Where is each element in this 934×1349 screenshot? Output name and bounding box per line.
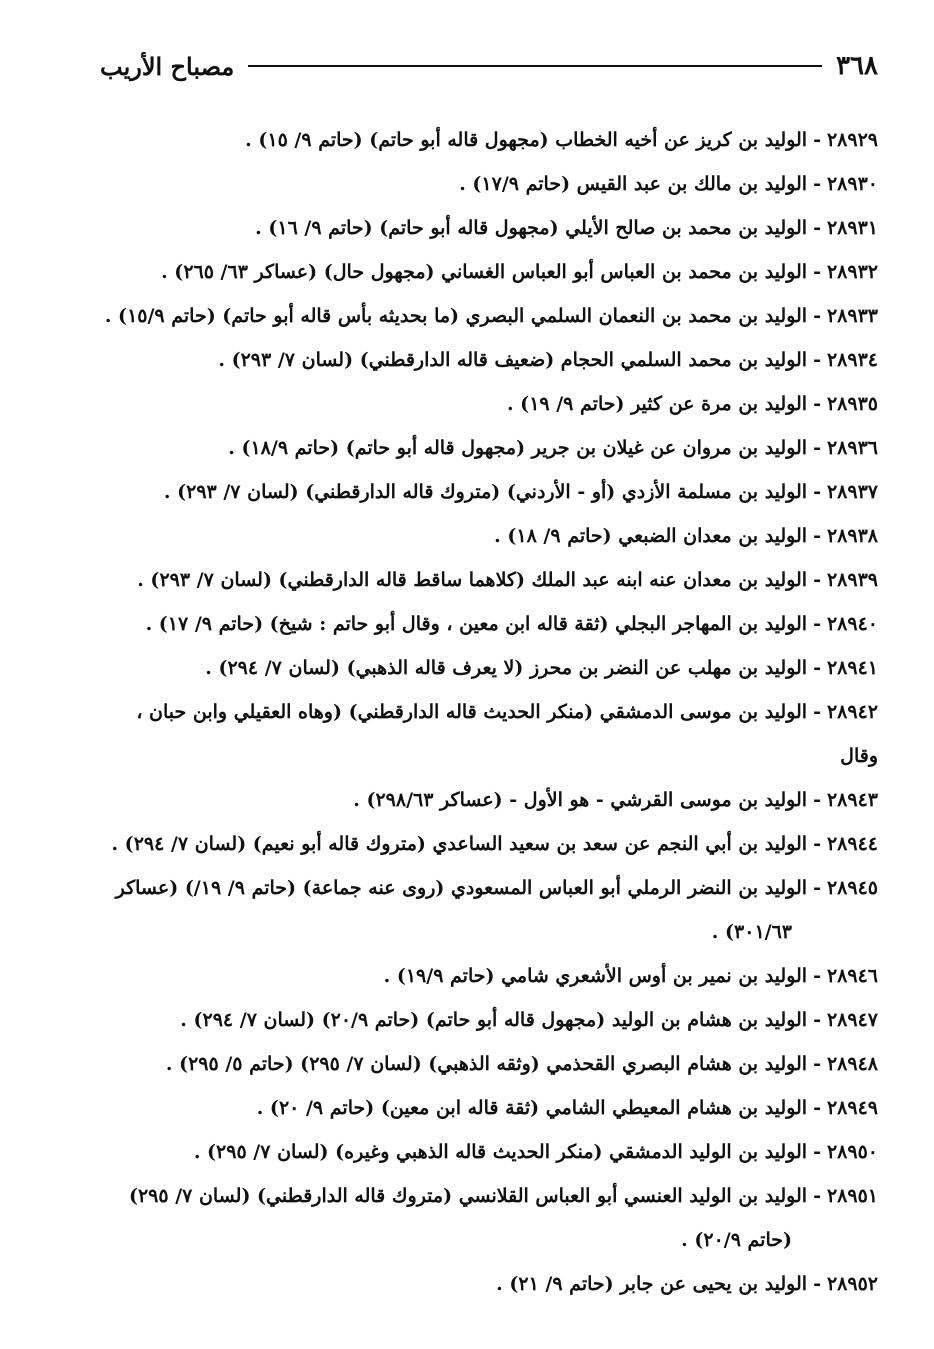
entry-text: الوليد بن هشام المعيطي الشامي (ثقة قاله ابن معين) (حاتم ٩/ ٢٠) . bbox=[256, 1097, 808, 1119]
entry-dash: - bbox=[813, 261, 821, 283]
page-header bbox=[100, 44, 878, 88]
page-number: ٣٦٨ bbox=[836, 51, 878, 81]
entry-number: ٢٨٩٥٢ bbox=[826, 1273, 878, 1295]
entry-dash: - bbox=[813, 1053, 821, 1075]
entry-dash: - bbox=[813, 1141, 821, 1163]
entry-text: الوليد بن الوليد العنسي أبو العباس القلانسي (متروك قاله الدارقطني) (لسان ٧/ ٢٩٥) bbox=[128, 1185, 808, 1207]
entry-row bbox=[98, 1086, 878, 1130]
entry-text: الوليد بن مالك بن عبد القيس (حاتم ١٧/٩) . bbox=[459, 173, 808, 195]
entry-number: ٢٨٩٣٦ bbox=[826, 437, 878, 459]
entry-text: الوليد بن موسى القرشي - هو الأول - (عساكر ٢٩٨/٦٣) . bbox=[353, 789, 808, 811]
entry-row bbox=[98, 294, 878, 338]
entry-number: ٢٨٩٣٣ bbox=[826, 305, 878, 327]
entry-dash: - bbox=[813, 1185, 821, 1207]
entry-text: الوليد بن محمد بن النعمان السلمي البصري (ما بحديثه بأس قاله أبو حاتم) (حاتم ١٥/٩) . bbox=[104, 305, 808, 327]
book-title: مصباح الأريب bbox=[100, 51, 235, 81]
entry-number: ٢٨٩٤٩ bbox=[826, 1097, 878, 1119]
entry-text: الوليد بن نمير بن أوس الأشعري شامي (حاتم ١٩/٩) . bbox=[383, 965, 808, 987]
entry-dash: - bbox=[813, 1097, 821, 1119]
entry-text: الوليد بن محمد السلمي الحجام (ضعيف قاله الدارقطني) (لسان ٧/ ٢٩٣) . bbox=[218, 349, 808, 371]
entry-text: الوليد بن مروان عن غيلان بن جرير (مجهول قاله أبو حاتم) (حاتم ١٨/٩) . bbox=[228, 437, 808, 459]
entry-row bbox=[98, 1174, 878, 1262]
entry-row bbox=[98, 206, 878, 250]
entry-text: الوليد بن النضر الرملي أبو العباس المسعودي (روى عنه جماعة) (حاتم ٩/ ١٩/) (عساكر bbox=[115, 877, 808, 899]
entry-row bbox=[98, 1042, 878, 1086]
entry-text: الوليد بن محمد بن صالح الأيلي (مجهول قاله أبو حاتم) (حاتم ٩/ ١٦) . bbox=[255, 217, 808, 239]
entry-row bbox=[98, 1130, 878, 1174]
entry-dash: - bbox=[813, 569, 821, 591]
entry-number: ٢٨٩٣٥ bbox=[826, 393, 878, 415]
entry-text: الوليد بن مهلب عن النضر بن محرز (لا يعرف قاله الذهبي) (لسان ٧/ ٢٩٤) . bbox=[205, 657, 808, 679]
entry-row bbox=[98, 382, 878, 426]
entry-row bbox=[98, 822, 878, 866]
entry-dash: - bbox=[813, 613, 821, 635]
entry-row bbox=[98, 1262, 878, 1306]
entry-row bbox=[98, 514, 878, 558]
entry-text: الوليد بن كريز عن أخيه الخطاب (مجهول قاله أبو حاتم) (حاتم ٩/ ١٥) . bbox=[245, 129, 808, 151]
entry-row bbox=[98, 558, 878, 602]
entry-dash: - bbox=[813, 965, 821, 987]
entry-number: ٢٨٩٤٦ bbox=[826, 965, 878, 987]
entry-number: ٢٨٩٤٧ bbox=[826, 1009, 878, 1031]
entry-text: الوليد بن معدان عنه ابنه عبد الملك (كلاهما ساقط قاله الدارقطني) (لسان ٧/ ٢٩٣) . bbox=[137, 569, 808, 591]
entry-text: الوليد بن موسى الدمشقي (منكر الحديث قاله الدارقطني) (وهاه العقيلي وابن حبان ، وقال bbox=[136, 701, 878, 767]
entry-dash: - bbox=[813, 1009, 821, 1031]
entry-dash: - bbox=[813, 1273, 821, 1295]
entry-dash: - bbox=[813, 393, 821, 415]
entry-row bbox=[98, 470, 878, 514]
entry-number: ٢٨٩٣٠ bbox=[826, 173, 878, 195]
entry-number: ٢٨٩٤٣ bbox=[826, 789, 878, 811]
entry-text: الوليد بن أبي النجم عن سعد بن سعيد الساعدي (متروك قاله أبو نعيم) (لسان ٧/ ٢٩٤) . bbox=[111, 833, 808, 855]
entry-number: ٢٨٩٣٤ bbox=[826, 349, 878, 371]
entry-text: الوليد بن يحيى عن جابر (حاتم ٩/ ٢١) . bbox=[496, 1273, 808, 1295]
entry-number: ٢٨٩٤٨ bbox=[826, 1053, 878, 1075]
entry-dash: - bbox=[813, 525, 821, 547]
entry-continuation: ٣٠١/٦٣) . bbox=[711, 921, 792, 943]
entry-dash: - bbox=[813, 657, 821, 679]
entry-row bbox=[98, 646, 878, 690]
entry-number: ٢٨٩٤١ bbox=[826, 657, 878, 679]
entry-continuation: (حاتم ٢٠/٩) . bbox=[681, 1229, 792, 1251]
entry-dash: - bbox=[813, 217, 821, 239]
header-rule bbox=[248, 65, 822, 67]
entry-row bbox=[98, 866, 878, 954]
entry-row bbox=[98, 338, 878, 382]
entry-number: ٢٨٩٥١ bbox=[826, 1185, 878, 1207]
entry-dash: - bbox=[813, 437, 821, 459]
entry-row bbox=[98, 778, 878, 822]
entry-row bbox=[98, 250, 878, 294]
entry-dash: - bbox=[813, 481, 821, 503]
entry-text: الوليد بن معدان الضبعي (حاتم ٩/ ١٨) . bbox=[494, 525, 808, 547]
entry-row bbox=[98, 690, 878, 778]
entry-dash: - bbox=[813, 129, 821, 151]
entry-list bbox=[98, 118, 878, 1306]
entry-dash: - bbox=[813, 789, 821, 811]
entry-dash: - bbox=[813, 305, 821, 327]
entry-text: الوليد بن مسلمة الأزدي (أو - الأردني) (متروك قاله الدارقطني) (لسان ٧/ ٢٩٣) . bbox=[163, 481, 808, 503]
entry-number: ٢٨٩٤٠ bbox=[826, 613, 878, 635]
entry-text: الوليد بن مرة عن كثير (حاتم ٩/ ١٩) . bbox=[506, 393, 808, 415]
entry-row bbox=[98, 118, 878, 162]
entry-text: الوليد بن محمد بن العباس أبو العباس الغساني (مجهول حال) (عساكر ٦٣/ ٢٦٥) . bbox=[161, 261, 808, 283]
entry-number: ٢٨٩٣٨ bbox=[826, 525, 878, 547]
entry-number: ٢٨٩٥٠ bbox=[826, 1141, 878, 1163]
entry-dash: - bbox=[813, 349, 821, 371]
entry-dash: - bbox=[813, 173, 821, 195]
entry-row bbox=[98, 162, 878, 206]
entry-row bbox=[98, 998, 878, 1042]
entry-dash: - bbox=[813, 877, 821, 899]
entry-dash: - bbox=[813, 701, 821, 723]
entry-number: ٢٨٩٤٥ bbox=[826, 877, 878, 899]
entry-number: ٢٨٩٤٢ bbox=[826, 701, 878, 723]
entry-number: ٢٨٩٢٩ bbox=[826, 129, 878, 151]
entry-number: ٢٨٩٣٢ bbox=[826, 261, 878, 283]
entry-text: الوليد بن الوليد الدمشقي (منكر الحديث قاله الذهبي وغيره) (لسان ٧/ ٢٩٥) . bbox=[193, 1141, 808, 1163]
entry-number: ٢٨٩٣٧ bbox=[826, 481, 878, 503]
entry-row bbox=[98, 426, 878, 470]
entry-row bbox=[98, 602, 878, 646]
entry-number: ٢٨٩٣١ bbox=[826, 217, 878, 239]
entry-dash: - bbox=[813, 833, 821, 855]
entry-text: الوليد بن هشام بن الوليد (مجهول قاله أبو حاتم) (حاتم ٢٠/٩) (لسان ٧/ ٢٩٤) . bbox=[180, 1009, 808, 1031]
entry-text: الوليد بن هشام البصري القحذمي (وثقه الذهبي) (لسان ٧/ ٢٩٥) (حاتم ٥/ ٢٩٥) . bbox=[165, 1053, 808, 1075]
entry-text: الوليد بن المهاجر البجلي (ثقة قاله ابن معين ، وقال أبو حاتم : شيخ) (حاتم ٩/ ١٧) . bbox=[145, 613, 808, 635]
entry-number: ٢٨٩٤٤ bbox=[826, 833, 878, 855]
entry-row bbox=[98, 954, 878, 998]
entry-number: ٢٨٩٣٩ bbox=[826, 569, 878, 591]
